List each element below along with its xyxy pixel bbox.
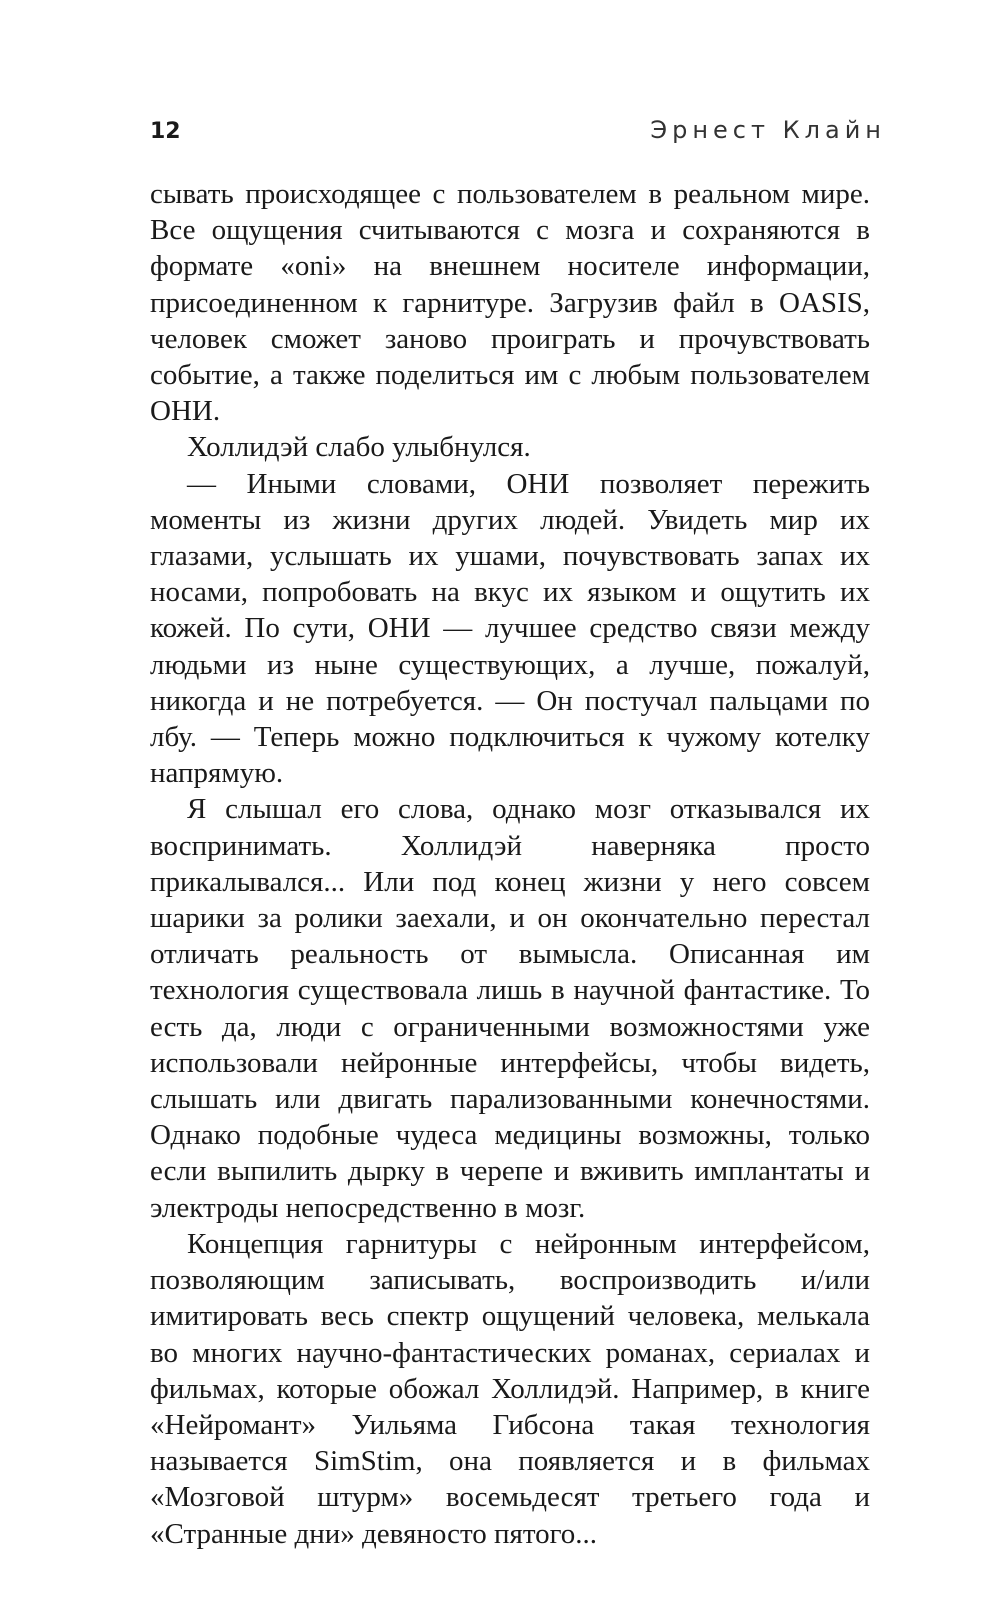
- paragraph: сывать происходящее с пользователем в реальном мире. Все ощущения считываются с мозга и сохраняются в формате «oni» на внешнем носителе информации, присоединенном к гарнитуре. Загрузив файл в OASIS, человек сможет заново проиграть и прочувствовать событие, а также поделиться им с любым пользователем ОНИ.: [150, 178, 870, 428]
- body-text: [150, 176, 870, 1552]
- page-number: 12: [150, 119, 181, 144]
- author-name: Эрнест Клайн: [650, 116, 886, 144]
- paragraph: Концепция гарнитуры с нейронным интерфейсом, позволяющим записывать, воспроизводить и/или имитировать весь спектр ощущений человека, мелькала во многих научно-фантастических романах, сериалах и фильмах, которые обожал Холлидэй. Например, в книге «Нейромант» Уильяма Гибсона такая технология называется SimStim, она появляется и в фильмах «Мозговой штурм» восемьдесят третьего года и «Странные дни» девяносто пятого...: [150, 1227, 870, 1550]
- paragraph: — Иными словами, ОНИ позволяет пережить моменты из жизни других людей. Увидеть мир их глазами, услышать их ушами, почувствовать запах их носами, попробовать на вкус их языком и ощутить их кожей. По сути, ОНИ — лучшее средство связи между людьми из ныне существующих, а лучше, пожалуй, никогда и не потребуется. — Он постучал пальцами по лбу. — Теперь можно подключиться к чужому котелку напрямую.: [150, 467, 870, 790]
- paragraph: Я слышал его слова, однако мозг отказывался их воспринимать. Холлидэй наверняка просто прикалывался... Или под конец жизни у него совсем шарики за ролики заехали, и он окончательно перестал отличать реальность от вымысла. Описанная им технология существовала лишь в научной фантастике. То есть да, люди с ограниченными возможностями уже использовали нейронные интерфейсы, чтобы видеть, слышать или двигать парализованными конечностями. Однако подобные чудеса медицины возможны, только если выпилить дырку в черепе и вживить имплантаты и электроды непосредственно в мозг.: [150, 793, 870, 1224]
- paragraph: Холлидэй слабо улыбнулся.: [187, 431, 531, 464]
- running-header: [150, 116, 886, 150]
